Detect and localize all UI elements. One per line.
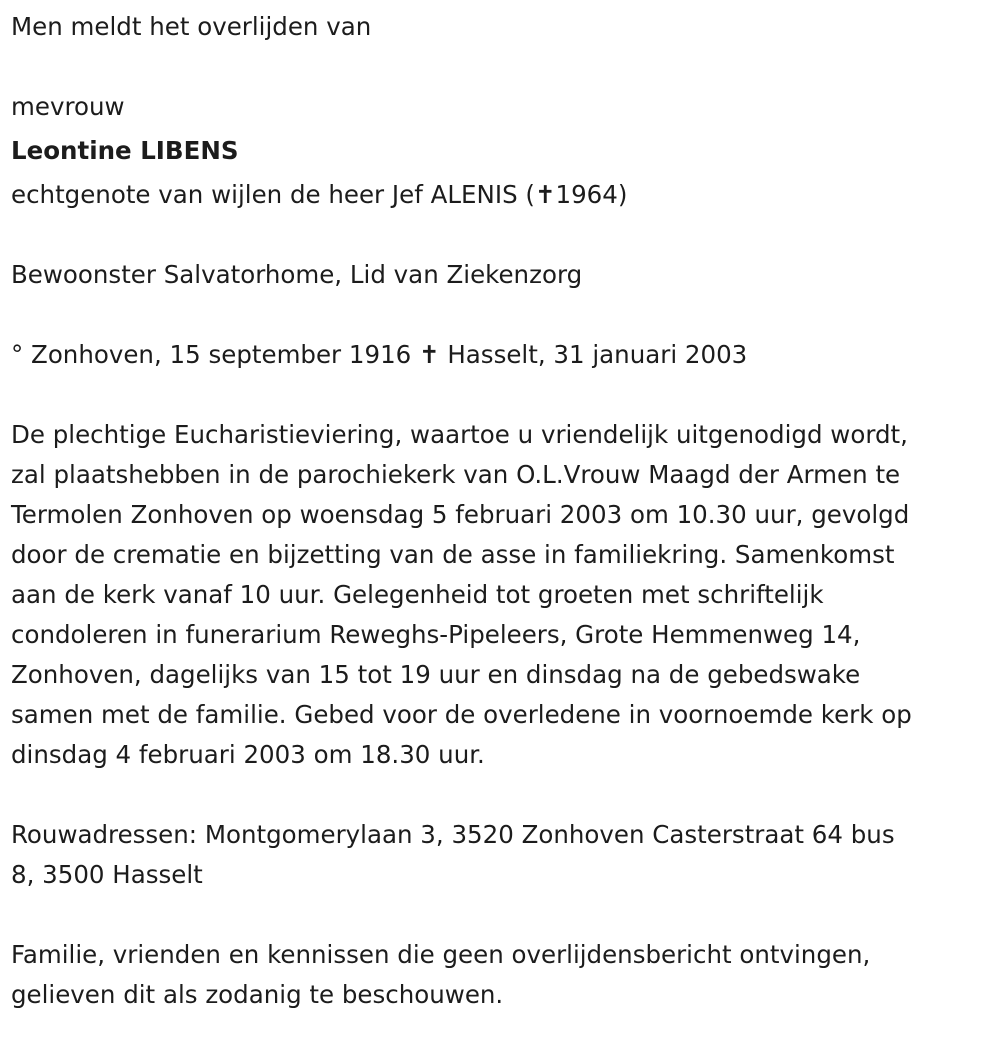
spouse-line: echtgenote van wijlen de heer Jef ALENIS (✝1964) <box>11 180 628 209</box>
ceremony-line: Zonhoven, dagelijks van 15 tot 19 uur en dinsdag na de gebedswake <box>11 660 861 689</box>
spacer <box>11 375 985 415</box>
ceremony-line: condoleren in funerarium Reweghs-Pipeleers, Grote Hemmenweg 14, <box>11 620 861 649</box>
ceremony-paragraph <box>11 415 985 775</box>
ceremony-line: Termolen Zonhoven op woensdag 5 februari 2003 om 10.30 uur, gevolgd <box>11 500 910 529</box>
spacer <box>11 295 985 335</box>
ceremony-line: aan de kerk vanaf 10 uur. Gelegenheid tot groeten met schriftelijk <box>11 580 824 609</box>
ceremony-line: samen met de familie. Gebed voor de overledene in voornoemde kerk op <box>11 700 912 729</box>
spacer <box>11 47 985 87</box>
closing-paragraph <box>11 935 985 1015</box>
residence-line: Bewoonster Salvatorhome, Lid van Ziekenzorg <box>11 260 583 289</box>
ceremony-line: zal plaatshebben in de parochiekerk van O.L.Vrouw Maagd der Armen te <box>11 460 901 489</box>
closing-line: gelieven dit als zodanig te beschouwen. <box>11 980 504 1009</box>
spacer <box>11 215 985 255</box>
mourning-addresses <box>11 815 985 895</box>
intro-text: Men meldt het overlijden van <box>11 12 372 41</box>
ceremony-line: De plechtige Eucharistieviering, waartoe u vriendelijk uitgenodigd wordt, <box>11 420 908 449</box>
ceremony-line: dinsdag 4 februari 2003 om 18.30 uur. <box>11 740 485 769</box>
address-line: Rouwadressen: Montgomerylaan 3, 3520 Zonhoven Casterstraat 64 bus <box>11 820 895 849</box>
spacer <box>11 775 985 815</box>
address-line: 8, 3500 Hasselt <box>11 860 203 889</box>
closing-line: Familie, vrienden en kennissen die geen overlijdensbericht ontvingen, <box>11 940 871 969</box>
ceremony-line: door de crematie en bijzetting van de asse in familiekring. Samenkomst <box>11 540 895 569</box>
honorific: mevrouw <box>11 92 125 121</box>
spacer <box>11 895 985 935</box>
birth-death-dates: ° Zonhoven, 15 september 1916 ✝ Hasselt, 31 januari 2003 <box>11 340 748 369</box>
deceased-name: Leontine LIBENS <box>11 136 239 165</box>
